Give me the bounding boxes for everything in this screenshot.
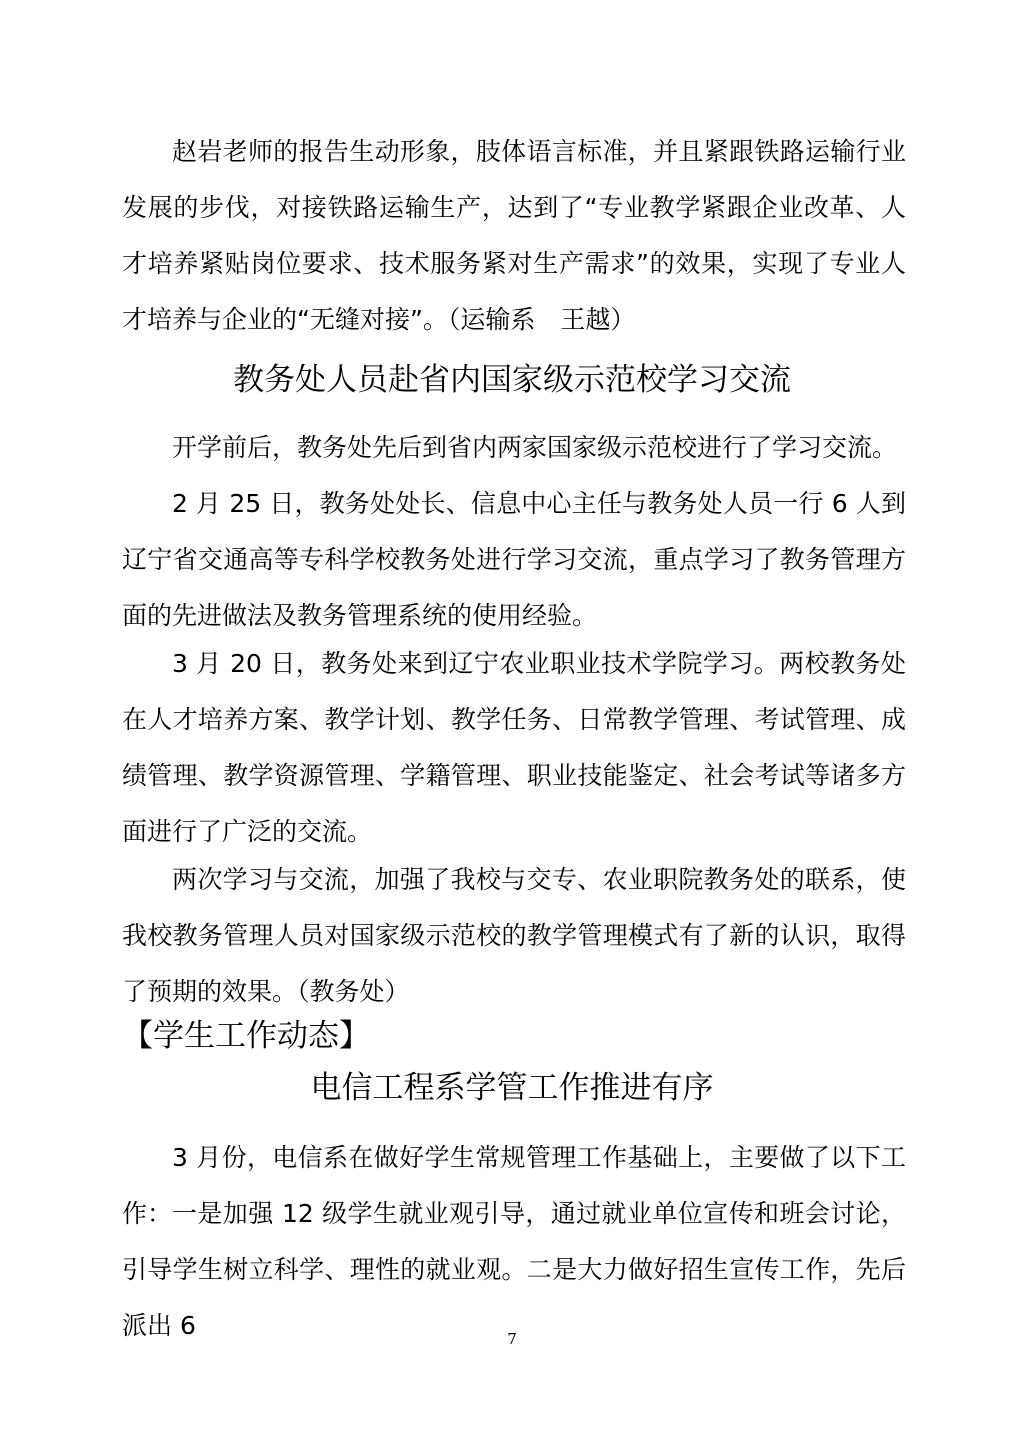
article-title-academic-affairs: 教务处人员赴省内国家级示范校学习交流 bbox=[233, 362, 791, 398]
page-number: 7 bbox=[507, 1330, 517, 1348]
section-heading-student-work: 【学生工作动态】 bbox=[122, 1018, 370, 1054]
article-title-telecom-dept: 电信工程系学管工作推进有序 bbox=[310, 1070, 714, 1106]
paragraph-article2-2: 一是加强 12 级学生就业观引导，通过就业单位宣传和班会讨论，引导学生树立科学、理性的就业观。二是大力做好招生宣传工作，先后派出 6 bbox=[122, 1199, 906, 1340]
paragraph-article1-3: 3 月 20 日，教务处来到辽宁农业职业技术学院学习。两校教务处在人才培养方案、教学计划、教学任务、日常教学管理、考试管理、成绩管理、教学资源管理、学籍管理、职业技能鉴定、社会考试等诸多方面进行了广泛的交流。 bbox=[122, 649, 906, 846]
paragraph-article1-4: 两次学习与交流，加强了我校与交专、农业职院教务处的联系，使我校教务管理人员对国家级示范校的教学管理模式有了新的认识，取得了预期的效果。（教务处） bbox=[122, 865, 906, 1006]
paragraph-article2-1: 3 月份，电信系在做好学生常规管理工作基础上，主要做了以下工作： bbox=[122, 1143, 906, 1228]
paragraph-article1-1: 开学前后，教务处先后到省内两家国家级示范校进行了学习交流。 bbox=[172, 433, 898, 462]
paragraph-article1-2: 2 月 25 日，教务处处长、信息中心主任与教务处人员一行 6 人到辽宁省交通高等专科学校教务处进行学习交流，重点学习了教务管理方面的先进做法及教务管理系统的使用经验。 bbox=[122, 489, 906, 630]
paragraph-intro-continuation: 赵岩老师的报告生动形象，肢体语言标准，并且紧跟铁路运输行业发展的步伐，对接铁路运输生产，达到了“专业教学紧跟企业改革、人才培养紧贴岗位要求、技术服务紧对生产需求”的效果，实现了专业人才培养与企业的“无缝对接”。（运输系 王越） bbox=[122, 137, 906, 334]
